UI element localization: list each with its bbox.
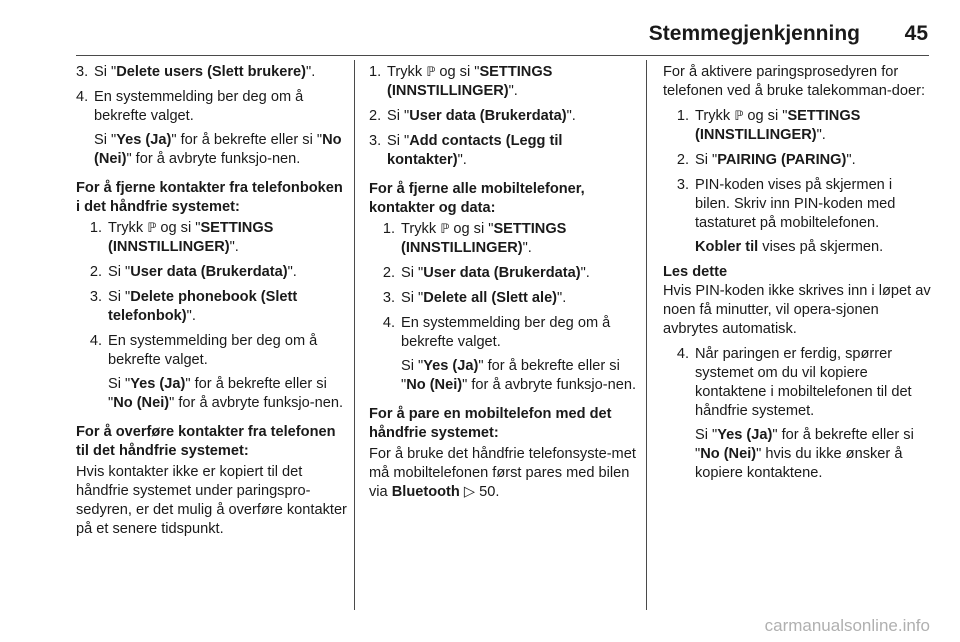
body-paragraph: For å bruke det håndfrie telefonsyste-met må mobiltelefonen først pares med bilen via Bluetooth ▷ 50. (369, 446, 636, 500)
step-text: Si "Add contacts (Legg til kontakter)". (387, 133, 563, 168)
section-heading: For å fjerne kontakter fra telefonboken i det håndfrie systemet: (76, 180, 343, 215)
voice-command: Add contacts (Legg til kontakter) (387, 133, 563, 168)
step-text: Si "User data (Brukerdata)". (387, 108, 576, 124)
voice-command: SETTINGS (INNSTILLINGER) (401, 221, 567, 256)
bluetooth-term: Bluetooth (391, 484, 460, 500)
voice-command: PAIRING (PARING) (717, 152, 847, 168)
step (369, 220, 639, 258)
step (663, 176, 931, 257)
step-number: 3. (369, 133, 382, 149)
column-divider-2 (646, 60, 647, 610)
voice-command: Delete phonebook (Slett telefonbok) (108, 289, 298, 324)
step-number: 3. (676, 177, 689, 193)
step-number: 2. (369, 108, 382, 124)
column-3 (663, 63, 931, 489)
note-heading: Les dette (663, 264, 728, 280)
step-text: Trykk ℙ og si "SETTINGS (INNSTILLINGER)". (108, 220, 274, 255)
voice-command: Yes (Ja) (130, 376, 186, 392)
voice-button-icon: ℙ (147, 221, 157, 236)
voice-button-icon: ℙ (440, 222, 450, 237)
step-text: Si "Delete users (Slett brukere)". (94, 64, 316, 80)
voice-command: SETTINGS (INNSTILLINGER) (387, 64, 553, 99)
voice-command: SETTINGS (INNSTILLINGER) (695, 108, 861, 143)
step-text: Si "User data (Brukerdata)". (401, 265, 590, 281)
column-1 (76, 63, 348, 545)
step-text: Trykk ℙ og si "SETTINGS (INNSTILLINGER)". (401, 221, 567, 256)
voice-command: No (Nei) (406, 377, 463, 393)
voice-button-icon: ℙ (734, 109, 744, 124)
voice-command: No (Nei) (94, 132, 342, 167)
step (76, 263, 348, 282)
voice-command: Yes (Ja) (717, 427, 773, 443)
voice-command: User data (Brukerdata) (409, 108, 567, 124)
step (369, 264, 639, 283)
column-2 (369, 63, 639, 508)
step-text: Si "Delete phonebook (Slett telefonbok)". (108, 289, 298, 324)
step-number: 4. (676, 346, 689, 362)
voice-command: User data (Brukerdata) (130, 264, 288, 280)
step (369, 314, 639, 395)
step-text: En systemmelding ber deg om å bekrefte valget. Si "Yes (Ja)" for å bekrefte eller si "No (Nei)" for å avbryte funksjo-nen. (94, 89, 342, 167)
step-number: 4. (89, 333, 102, 349)
step-number: 2. (382, 265, 395, 281)
body-paragraph: Hvis kontakter ikke er kopiert til det håndfrie systemet under paringspro-sedyren, er det mulig å overføre kontakter på et senere tidspunkt. (76, 464, 347, 537)
step-number: 1. (676, 108, 689, 124)
step-number: 1. (369, 64, 382, 80)
menu-command: Delete users (Slett brukere) (116, 64, 307, 80)
step (369, 107, 639, 126)
voice-command: No (Nei) (700, 446, 757, 462)
header-rule (76, 55, 929, 56)
step-text: En systemmelding ber deg om å bekrefte valget. Si "Yes (Ja)" for å bekrefte eller si "No (Nei)" for å avbryte funksjo-nen. (401, 315, 637, 393)
status-message: Kobler til (695, 239, 759, 255)
section-heading: For å overføre kontakter fra telefonen til det håndfrie systemet: (76, 424, 336, 459)
step-text: Si "User data (Brukerdata)". (108, 264, 297, 280)
step-text: PIN-koden vises på skjermen i bilen. Skriv inn PIN-koden med tastaturet på mobiltelefonen. Kobler til vises på skjermen. (695, 177, 896, 255)
step-number: 2. (676, 152, 689, 168)
step (76, 219, 348, 257)
step (369, 63, 639, 101)
step-text: Si "PAIRING (PARING)". (695, 152, 856, 168)
voice-command: Delete all (Slett ale) (423, 290, 558, 306)
page-reference-link[interactable]: ▷ 50. (459, 484, 500, 500)
step (663, 151, 931, 170)
page-number: 45 (904, 22, 928, 45)
step (663, 345, 931, 483)
step-text: Trykk ℙ og si "SETTINGS (INNSTILLINGER)". (387, 64, 553, 99)
section-heading: For å fjerne alle mobiltelefoner, kontakter og data: (369, 181, 585, 216)
voice-button-icon: ℙ (426, 65, 436, 80)
step-number: 2. (89, 264, 102, 280)
voice-command: Yes (Ja) (116, 132, 172, 148)
step (76, 332, 348, 413)
page-header-title: Stemmegjenkjenning (648, 22, 860, 45)
section-heading: For å pare en mobiltelefon med det håndfrie systemet: (369, 406, 612, 441)
voice-command: Yes (Ja) (423, 358, 479, 374)
step (76, 88, 348, 169)
step-number: 1. (89, 220, 102, 236)
step-number: 3. (382, 290, 395, 306)
step-number: 4. (382, 315, 395, 331)
column-divider-1 (354, 60, 355, 610)
step-text: Når paringen er ferdig, spørrer systemet om du vil kopiere kontaktene i mobiltelefonen til det håndfrie systemet. Si "Yes (Ja)" for å bekrefte eller si "No (Nei)" hvis du ikke ønsker å kopiere kontaktene. (695, 346, 914, 481)
step-number: 1. (382, 221, 395, 237)
voice-command: SETTINGS (INNSTILLINGER) (108, 220, 274, 255)
step-number: 3. (89, 289, 102, 305)
step-text: Trykk ℙ og si "SETTINGS (INNSTILLINGER)". (695, 108, 861, 143)
voice-command: No (Nei) (113, 395, 170, 411)
body-paragraph: For å aktivere paringsprosedyren for telefonen ved å bruke talekomman-doer: (663, 64, 926, 99)
step (76, 63, 348, 82)
step-text: En systemmelding ber deg om å bekrefte valget. Si "Yes (Ja)" for å bekrefte eller si "No (Nei)" for å avbryte funksjo-nen. (108, 333, 344, 411)
step (369, 289, 639, 308)
step-number: 4. (76, 89, 89, 105)
watermark-url: carmanualsonline.info (764, 616, 930, 635)
step (369, 132, 639, 170)
note-body: Hvis PIN-koden ikke skrives inn i løpet av noen få minutter, vil opera-sjonen avbrytes automatisk. (663, 283, 931, 337)
step (663, 107, 931, 145)
step (76, 288, 348, 326)
step-number: 3. (76, 64, 89, 80)
step-text: Si "Delete all (Slett ale)". (401, 290, 567, 306)
voice-command: User data (Brukerdata) (423, 265, 581, 281)
